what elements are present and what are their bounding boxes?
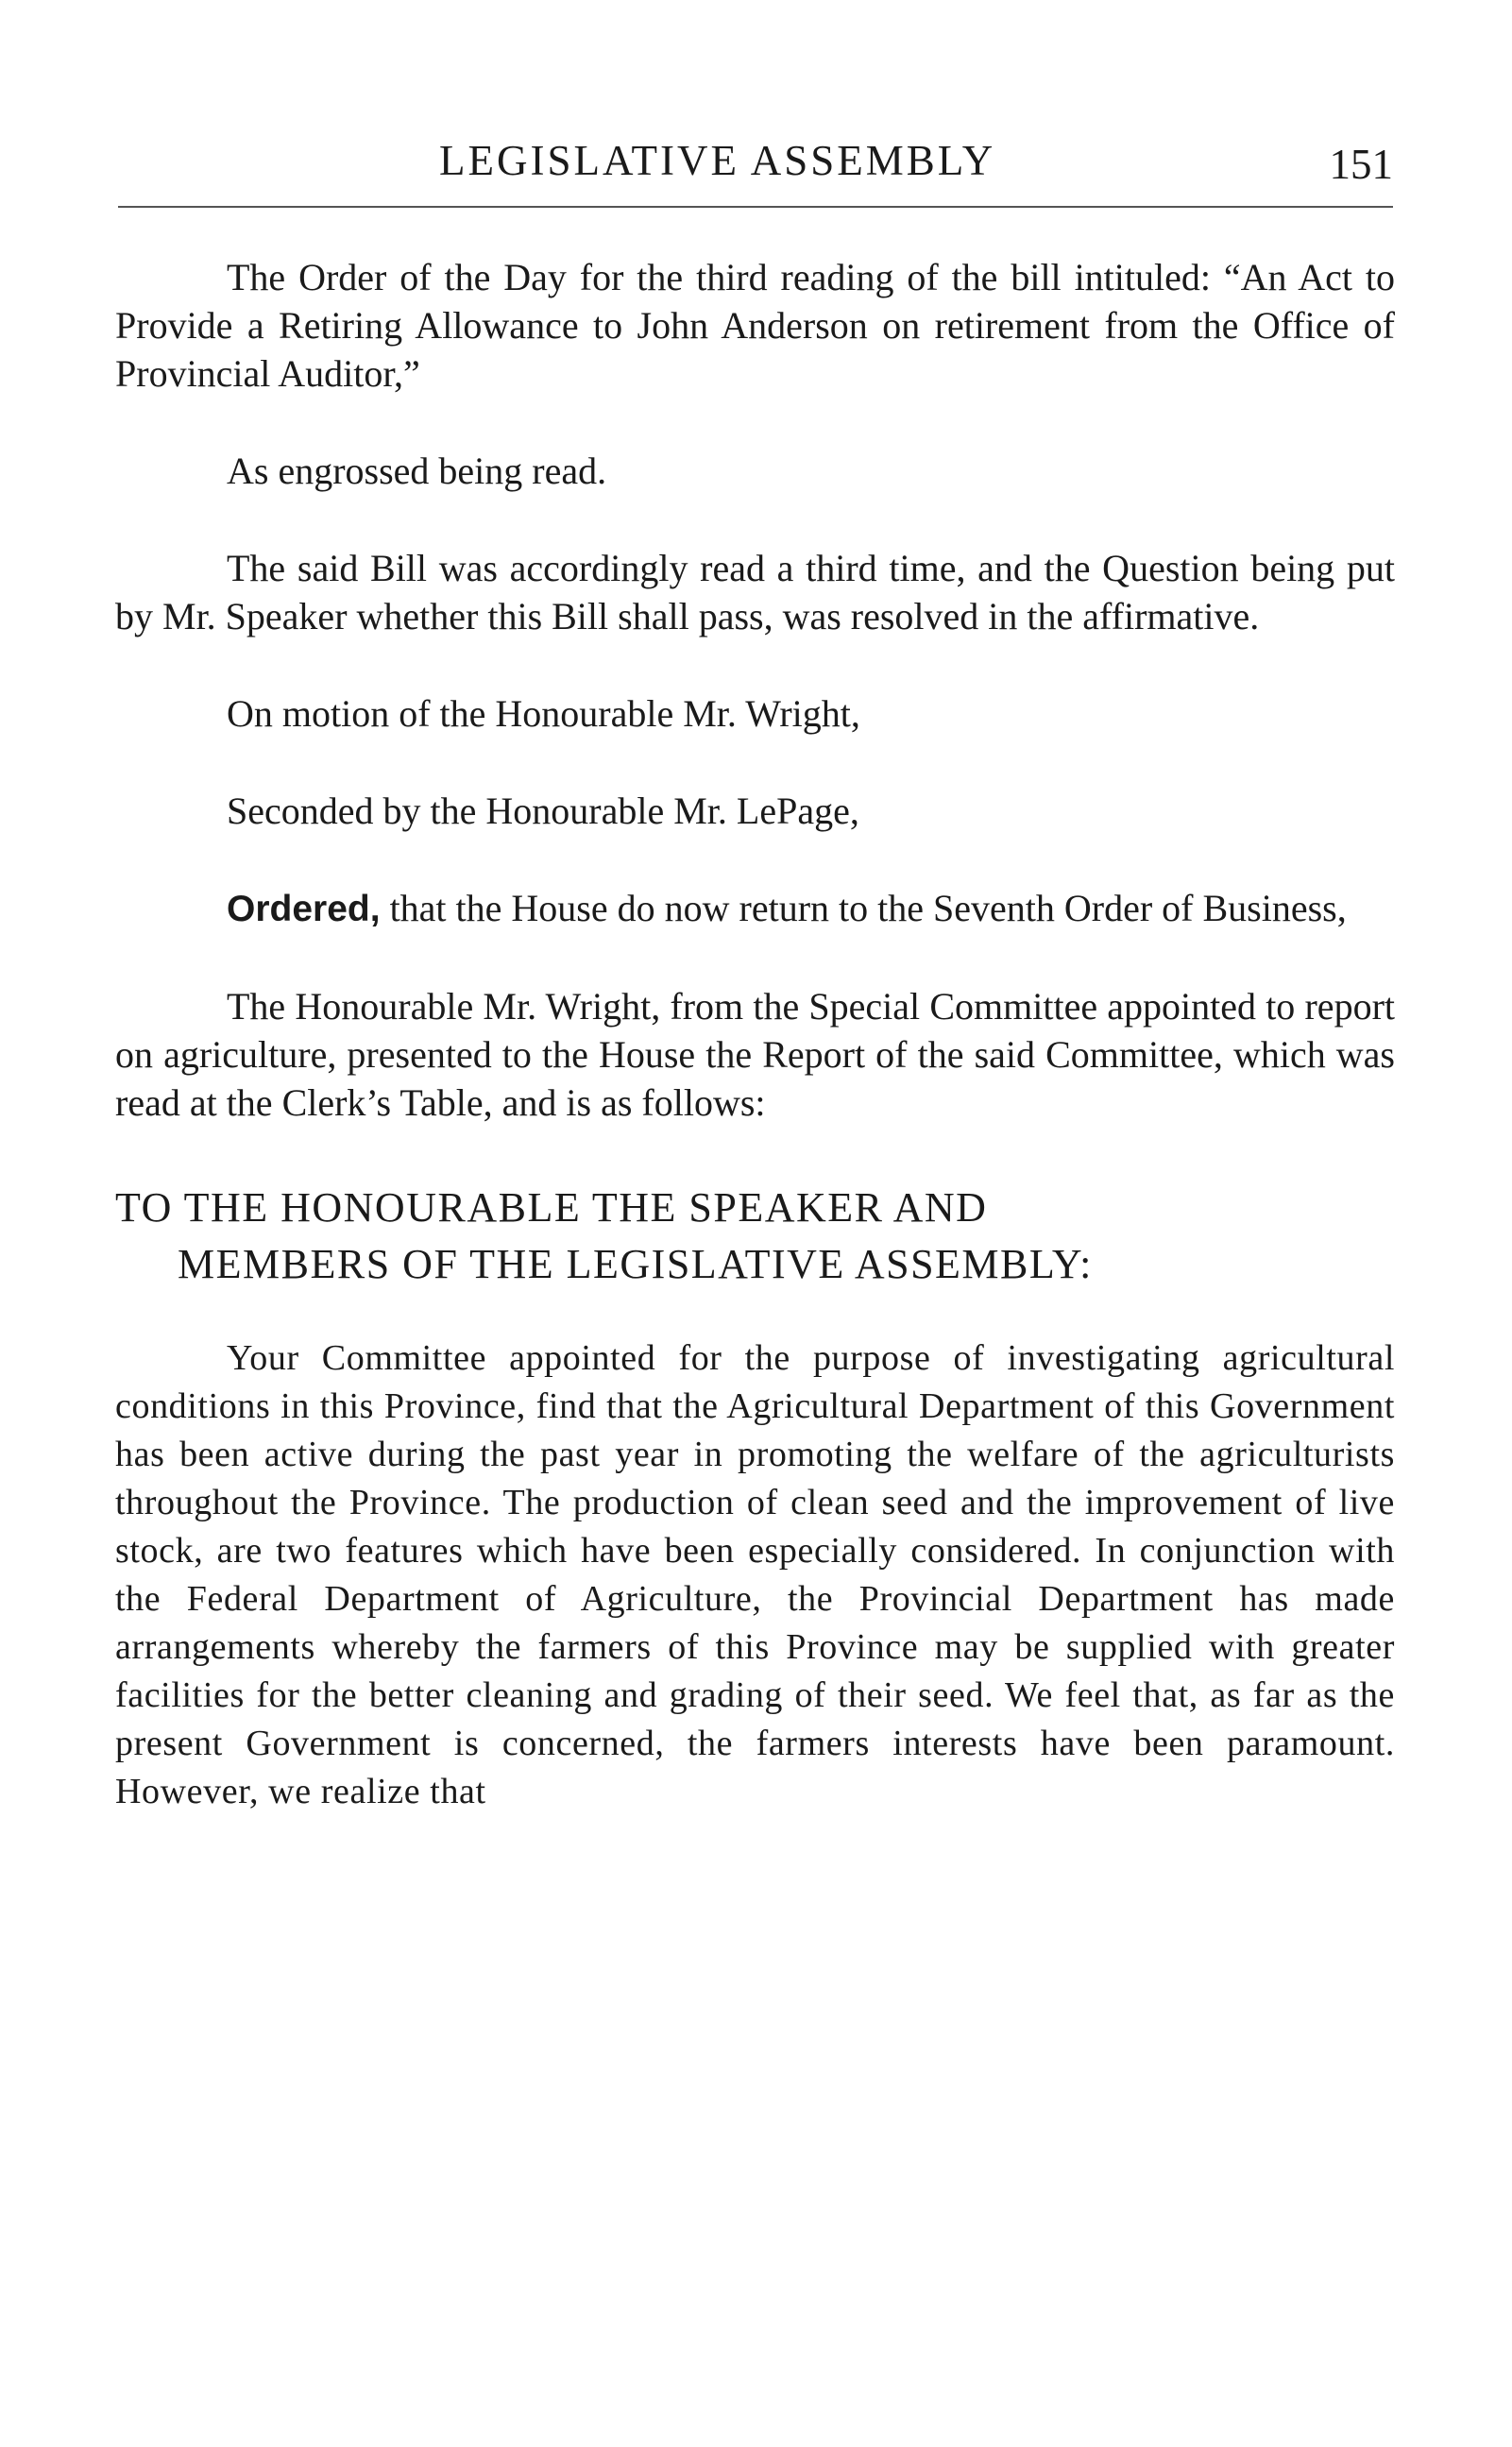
- address-line-2: MEMBERS OF THE LEGISLATIVE ASSEMBLY:: [178, 1241, 1093, 1287]
- address-line-1: TO THE HONOURABLE THE SPEAKER AND: [115, 1184, 988, 1231]
- motion-paragraph: On motion of the Honourable Mr. Wright,: [227, 692, 860, 735]
- ordered-keyword: Ordered,: [227, 889, 381, 929]
- address-heading: [115, 1180, 1395, 1293]
- ordered-paragraph: [115, 884, 1395, 933]
- committee-intro-paragraph: The Honourable Mr. Wright, from the Special Committee appointed to report on agriculture, presented to the House the Report of the said Committee, which was read at the Clerk’s Table, and is as follows:: [115, 985, 1395, 1124]
- header-rule: [118, 206, 1393, 208]
- engrossed-paragraph: As engrossed being read.: [227, 450, 607, 492]
- page-body: [115, 253, 1395, 1816]
- third-reading-paragraph: The said Bill was accordingly read a third time, and the Question being put by Mr. Speaker whether this Bill shall pass, was resolved in the affirmative.: [115, 547, 1395, 637]
- seconded-paragraph: Seconded by the Honourable Mr. LePage,: [227, 790, 859, 832]
- running-head: LEGISLATIVE ASSEMBLY: [439, 137, 996, 184]
- report-body-paragraph: Your Committee appointed for the purpose of investigating agricultural conditions in this Province, find that the Agricultural Department of this Government has been active during the past year in promoting the welfare of the agriculturists throughout the Province. The production of clean seed and the improvement of live stock, are two features which have been especially considered. In conjunction with the Federal Department of Agriculture, the Provincial Department has made arrangements whereby the farmers of this Province may be supplied with greater facilities for the better cleaning and grading of their seed. We feel that, as far as the present Government is concerned, the farmers interests have been paramount. However, we realize that: [115, 1338, 1395, 1811]
- page-number: 151: [1329, 141, 1393, 188]
- order-of-day-paragraph: The Order of the Day for the third reading of the bill intituled: “An Act to Provide a Retiring Allowance to John Anderson on retirement from the Office of Provincial Auditor,”: [115, 256, 1395, 395]
- page-header: [118, 132, 1393, 198]
- ordered-text: that the House do now return to the Seventh Order of Business,: [380, 887, 1347, 929]
